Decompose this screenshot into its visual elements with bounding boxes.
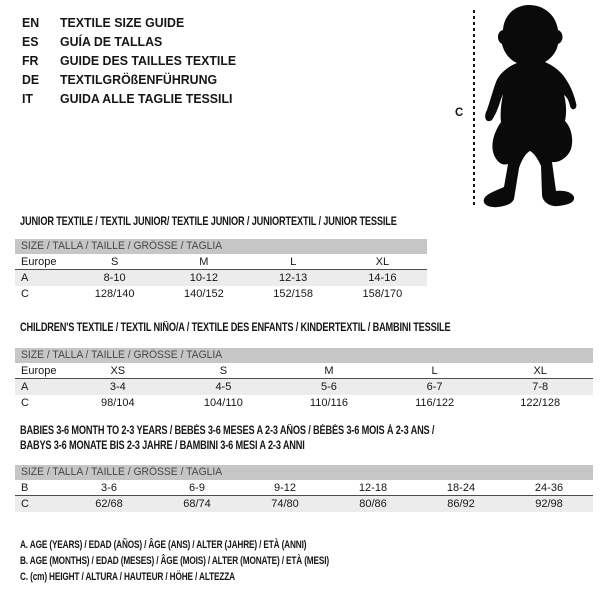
row-label: C — [21, 397, 29, 409]
table-row — [15, 270, 427, 286]
size-table-children — [15, 348, 593, 411]
size-table-babies — [15, 465, 593, 512]
legend-line: A. AGE (YEARS) / EDAD (AÑOS) / ÂGE (ANS) / ALTER (JAHRE) / ETÀ (ANNI) — [20, 539, 307, 551]
language-row — [22, 32, 245, 51]
row-label: A — [21, 381, 29, 393]
language-title: GUIDA ALLE TAGLIE TESSILI — [60, 91, 233, 106]
table-rows — [15, 254, 427, 302]
table-cell: 98/104 — [100, 397, 135, 409]
section-heading — [20, 215, 491, 230]
table-cell: L — [290, 256, 297, 268]
table-cell: 68/74 — [183, 498, 211, 510]
table-cell: 122/128 — [520, 397, 561, 409]
language-title: GUÍA DE TALLAS — [60, 34, 163, 49]
table-cell: 140/152 — [183, 288, 224, 300]
table-row — [15, 363, 593, 379]
language-code: IT — [22, 91, 33, 106]
table-cell: 3-4 — [109, 381, 126, 393]
table-row — [15, 379, 593, 395]
row-label: C — [21, 498, 29, 510]
table-cell: 6-9 — [189, 482, 205, 494]
table-cell: 5-6 — [321, 381, 337, 393]
table-cell: 86/92 — [447, 498, 475, 510]
language-title: TEXTILGRÖßENFÜHRUNG — [60, 72, 218, 87]
table-cell: S — [219, 365, 228, 377]
language-row — [22, 70, 245, 89]
table-rows — [15, 363, 593, 411]
language-row — [22, 89, 245, 108]
language-code: DE — [22, 72, 40, 87]
table-cell: M — [324, 365, 334, 377]
table-cell: 158/170 — [362, 288, 403, 300]
size-bar-label: SIZE / TALLA / TAILLE / GRÖSSE / TAGLIA — [21, 466, 223, 478]
section-heading-line: JUNIOR TEXTILE / TEXTIL JUNIOR/ TEXTILE JUNIOR / JUNIORTEXTIL / JUNIOR TESSILE — [20, 216, 397, 228]
table-cell: 152/158 — [273, 288, 313, 300]
legend-line: C. (cm) HEIGHT / ALTURA / HAUTEUR / HÖHE / ALTEZZA — [20, 571, 235, 583]
size-bar-label: SIZE / TALLA / TAILLE / GRÖSSE / TAGLIA — [21, 349, 223, 361]
table-row — [15, 395, 593, 411]
table-cell: 62/68 — [95, 498, 123, 510]
table-cell: XL — [375, 256, 390, 268]
table-cell: 104/110 — [203, 397, 243, 409]
table-cell: 8-10 — [103, 272, 126, 284]
row-label: A — [21, 272, 29, 284]
table-cell: 10-12 — [189, 272, 218, 284]
legend-line: B. AGE (MONTHS) / EDAD (MESES) / ÂGE (MOIS) / ALTER (MONATE) / ETÀ (MESI) — [20, 555, 329, 567]
row-label: C — [21, 288, 29, 300]
section-heading — [20, 321, 558, 336]
table-cell: S — [110, 256, 119, 268]
language-code: FR — [22, 53, 39, 68]
table-cell: 12-18 — [358, 482, 388, 494]
language-row — [22, 51, 245, 70]
table-row — [15, 286, 427, 302]
table-cell: L — [431, 365, 438, 377]
table-cell: XS — [110, 365, 126, 377]
table-row — [15, 480, 593, 496]
section-heading — [20, 424, 538, 454]
section-heading-line: CHILDREN'S TEXTILE / TEXTIL NIÑO/A / TEXTILE DES ENFANTS / KINDERTEXTIL / BAMBINI TESSILE — [20, 322, 451, 334]
language-code: EN — [22, 15, 40, 30]
table-cell: 128/140 — [94, 288, 135, 300]
table-cell: 7-8 — [532, 381, 549, 393]
table-cell: 14-16 — [368, 272, 397, 284]
section-heading-line: BABIES 3-6 MONTH TO 2-3 YEARS / BEBÉS 3-6 MESES A 2-3 AÑOS / BÉBÉS 3-6 MOIS À 2-3 ANS / — [20, 425, 435, 437]
toddler-silhouette-icon — [481, 4, 596, 210]
table-cell: 4-5 — [215, 381, 232, 393]
table-cell: M — [199, 256, 209, 268]
table-cell: 9-12 — [273, 482, 297, 494]
row-label: Europe — [21, 256, 57, 268]
section-heading-line: BABYS 3-6 MONATE BIS 2-3 JAHRE / BAMBINI 3-6 MESI A 2-3 ANNI — [20, 440, 305, 452]
table-cell: 12-13 — [279, 272, 308, 284]
table-cell: 92/98 — [535, 498, 563, 510]
measurement-legend — [20, 537, 432, 585]
size-bar — [15, 465, 593, 480]
table-cell: 24-36 — [534, 482, 564, 494]
baby-height-figure — [450, 0, 600, 215]
table-cell: 3-6 — [101, 482, 117, 494]
table-cell: 6-7 — [426, 381, 443, 393]
table-rows — [15, 480, 593, 512]
language-row — [22, 13, 245, 32]
table-cell: XL — [533, 365, 547, 377]
size-table-junior — [15, 239, 427, 302]
size-bar — [15, 348, 593, 363]
language-title: TEXTILE SIZE GUIDE — [60, 15, 185, 30]
size-bar-label: SIZE / TALLA / TAILLE / GRÖSSE / TAGLIA — [21, 240, 223, 252]
language-code: ES — [22, 34, 39, 49]
toddler-silhouette-path — [484, 5, 577, 207]
height-measure-dashed-line — [473, 10, 475, 206]
table-cell: 110/116 — [309, 397, 349, 409]
height-measure-label: C — [455, 105, 464, 119]
row-label: B — [21, 482, 29, 494]
table-cell: 18-24 — [446, 482, 476, 494]
table-row — [15, 496, 593, 512]
size-bar — [15, 239, 427, 254]
table-cell: 74/80 — [271, 498, 299, 510]
table-cell: 80/86 — [359, 498, 387, 510]
language-list — [22, 13, 245, 108]
table-row — [15, 254, 427, 270]
row-label: Europe — [21, 365, 57, 377]
table-cell: 116/122 — [415, 397, 455, 409]
language-title: GUIDE DES TAILLES TEXTILE — [60, 53, 237, 68]
